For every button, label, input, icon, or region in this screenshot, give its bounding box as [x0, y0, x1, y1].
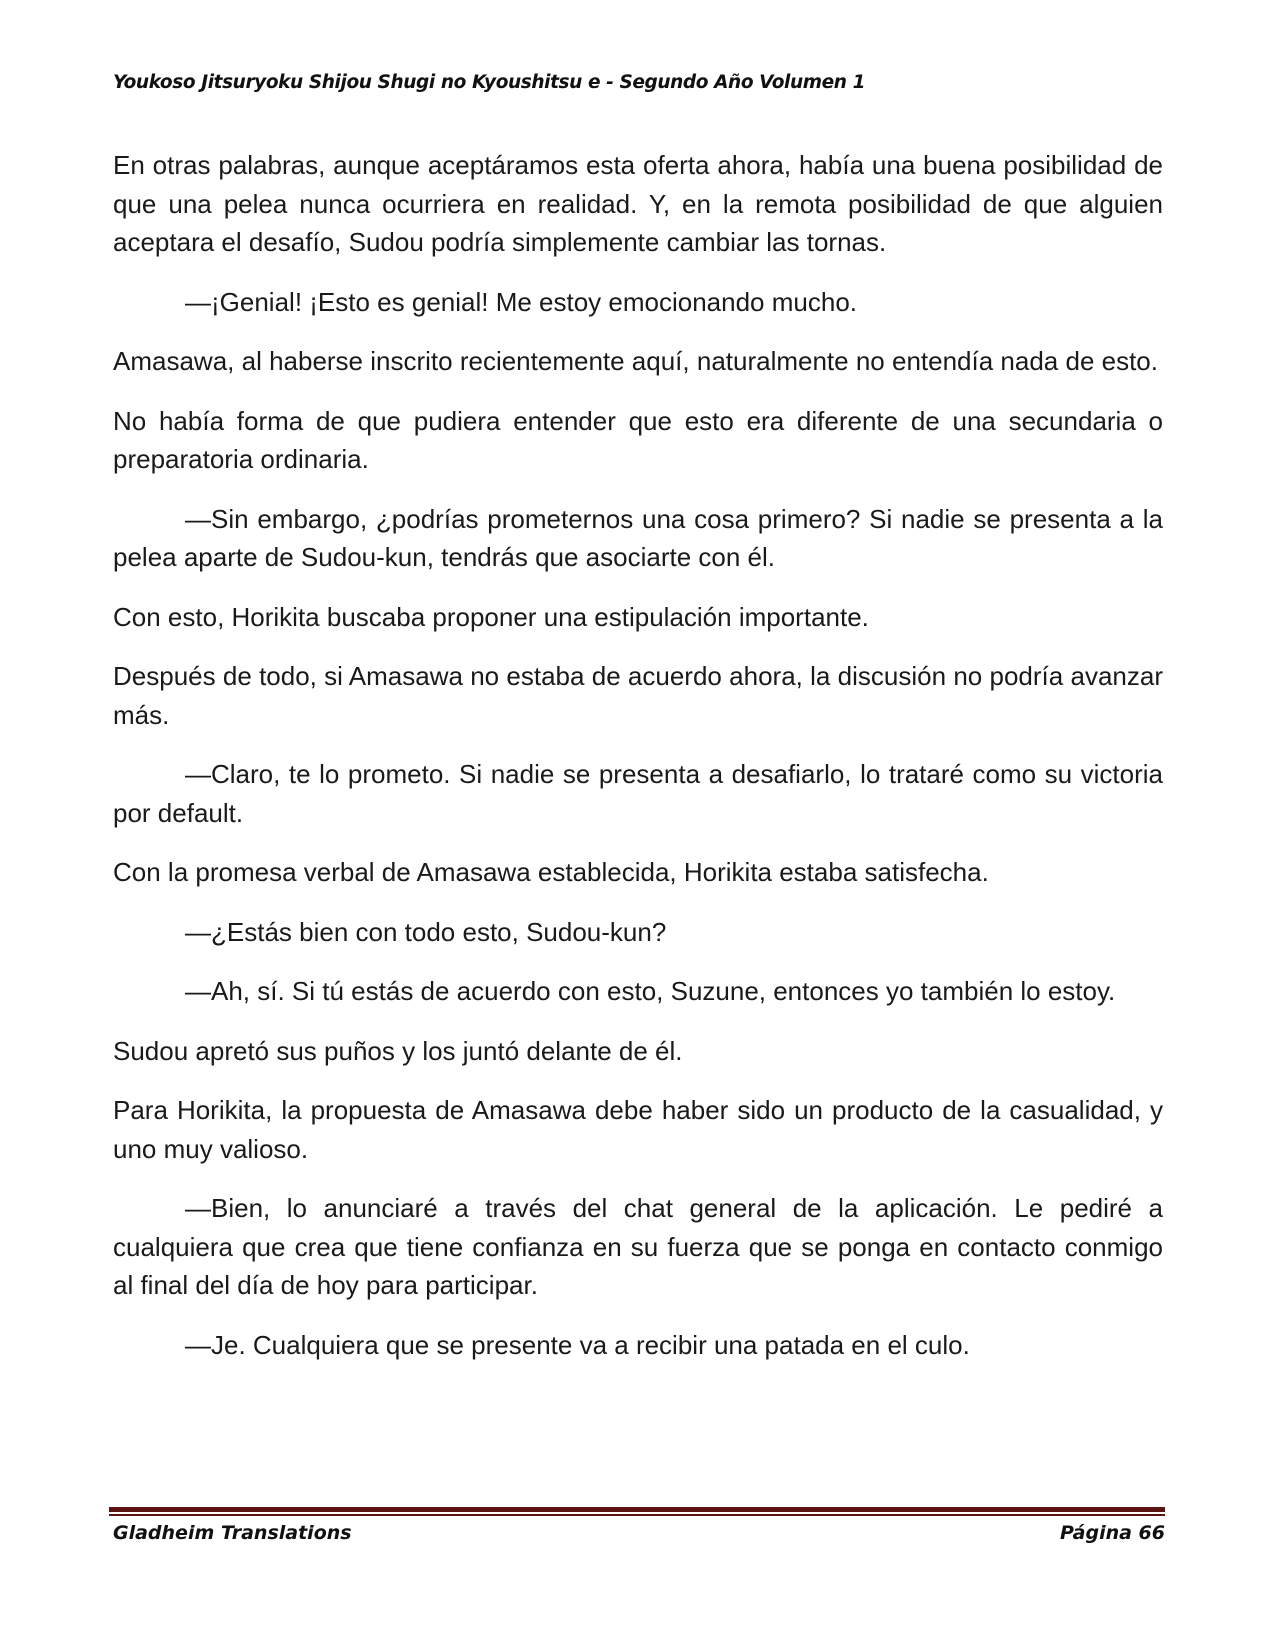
paragraph: Con esto, Horikita buscaba proponer una estipulación importante.	[113, 601, 869, 632]
paragraph: Amasawa, al haberse inscrito recientemente aquí, naturalmente no entendía nada de esto.	[113, 346, 1158, 376]
paragraph: Para Horikita, la propuesta de Amasawa debe haber sido un producto de la casualidad, y uno muy valioso.	[113, 1095, 1163, 1164]
paragraph: No había forma de que pudiera entender que esto era diferente de una secundaria o preparatoria ordinaria.	[113, 405, 1163, 474]
dialogue-paragraph: —¿Estás bien con todo esto, Sudou-kun?	[185, 916, 667, 947]
footer-translator-credit: Gladheim Translations	[113, 1522, 352, 1544]
page-body	[113, 146, 1163, 1385]
dialogue-paragraph: —¡Genial! ¡Esto es genial! Me estoy emocionando mucho.	[185, 286, 858, 317]
paragraph: Después de todo, si Amasawa no estaba de acuerdo ahora, la discusión no podría avanzar más.	[113, 661, 1163, 730]
paragraph: Con la promesa verbal de Amasawa establecida, Horikita estaba satisfecha.	[113, 857, 989, 887]
dialogue-paragraph: —Claro, te lo prometo. Si nadie se presenta a desafiarlo, lo trataré como su victoria por default.	[113, 759, 1163, 828]
dialogue-paragraph: —Ah, sí. Si tú estás de acuerdo con esto, Suzune, entonces yo también lo estoy.	[185, 976, 1116, 1006]
footer-divider	[109, 1507, 1165, 1516]
dialogue-paragraph: —Bien, lo anunciaré a través del chat general de la aplicación. Le pediré a cualquiera que crea que tiene confianza en su fuerza que se ponga en contacto conmigo al final del día de hoy para participar.	[113, 1193, 1163, 1300]
dialogue-paragraph: —Sin embargo, ¿podrías prometernos una cosa primero? Si nadie se presenta a la pelea aparte de Sudou-kun, tendrás que asociarte con él.	[113, 503, 1163, 572]
paragraph: En otras palabras, aunque aceptáramos esta oferta ahora, había una buena posibilidad de que una pelea nunca ocurriera en realidad. Y, en la remota posibilidad de que alguien aceptara el desafío, Sudou podría simplemente cambiar las tornas.	[113, 150, 1163, 257]
page-header-title: Youkoso Jitsuryoku Shijou Shugi no Kyoushitsu e - Segundo Año Volumen 1	[113, 72, 866, 93]
footer-divider-thin-line	[109, 1514, 1165, 1516]
dialogue-paragraph: —Je. Cualquiera que se presente va a recibir una patada en el culo.	[185, 1329, 970, 1360]
footer-divider-thick-line	[109, 1507, 1165, 1512]
paragraph: Sudou apretó sus puños y los juntó delante de él.	[113, 1035, 683, 1066]
footer-page-number: Página 66	[1059, 1522, 1165, 1544]
